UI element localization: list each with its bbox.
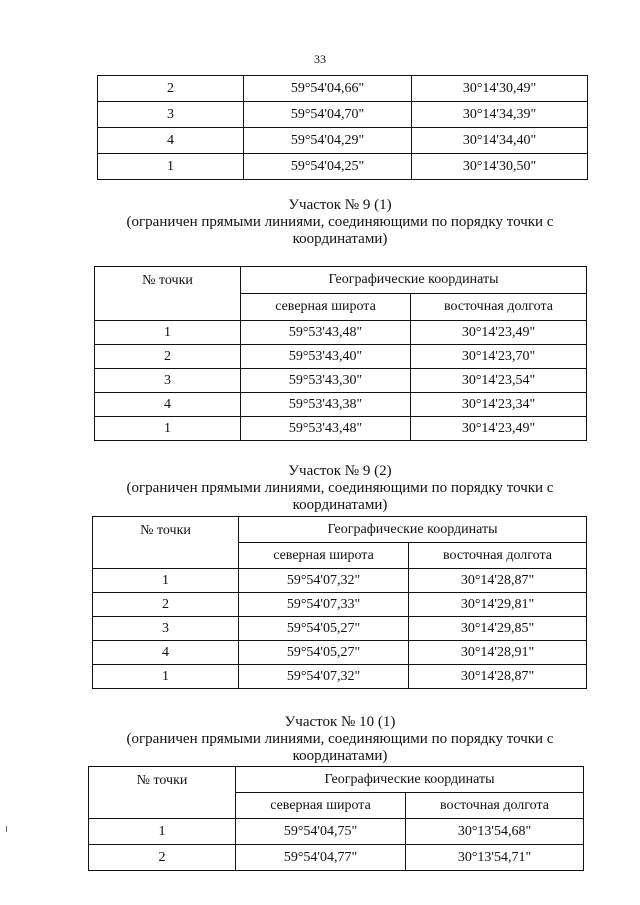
coordinates-table bbox=[88, 766, 584, 871]
longitude-cell: 30°14'23,34" bbox=[411, 393, 587, 417]
geo-coordinates-header: Географические координаты bbox=[236, 767, 584, 793]
latitude-cell: 59°54'07,33" bbox=[239, 593, 409, 617]
table-row bbox=[93, 593, 587, 617]
table-row bbox=[98, 76, 588, 102]
longitude-column-header: восточная долгота bbox=[411, 294, 587, 321]
point-number-cell: 2 bbox=[98, 76, 244, 102]
latitude-cell: 59°53'43,48" bbox=[241, 417, 411, 441]
point-number-cell: 3 bbox=[95, 369, 241, 393]
point-number-cell: 1 bbox=[95, 321, 241, 345]
point-number-cell: 2 bbox=[89, 845, 236, 871]
latitude-cell: 59°54'04,29" bbox=[244, 128, 412, 154]
point-number-cell: 1 bbox=[98, 154, 244, 180]
longitude-cell: 30°13'54,71" bbox=[406, 845, 584, 871]
point-number-cell: 4 bbox=[95, 393, 241, 417]
point-number-cell: 1 bbox=[89, 819, 236, 845]
table-row bbox=[93, 617, 587, 641]
longitude-cell: 30°14'28,87" bbox=[409, 665, 587, 689]
table-row bbox=[98, 102, 588, 128]
latitude-cell: 59°54'05,27" bbox=[239, 641, 409, 665]
longitude-cell: 30°14'23,49" bbox=[411, 417, 587, 441]
section-description: (ограничен прямыми линиями, соединяющими по порядку точки с bbox=[126, 214, 554, 230]
point-number-cell: 1 bbox=[93, 665, 239, 689]
point-number-cell: 2 bbox=[95, 345, 241, 369]
latitude-cell: 59°54'07,32" bbox=[239, 569, 409, 593]
longitude-cell: 30°13'54,68" bbox=[406, 819, 584, 845]
longitude-cell: 30°14'30,50" bbox=[412, 154, 588, 180]
point-number-cell: 3 bbox=[98, 102, 244, 128]
longitude-cell: 30°14'29,85" bbox=[409, 617, 587, 641]
latitude-cell: 59°54'04,70" bbox=[244, 102, 412, 128]
latitude-column-header: северная широта bbox=[236, 793, 406, 819]
latitude-cell: 59°54'04,75" bbox=[236, 819, 406, 845]
table-row bbox=[95, 417, 587, 441]
page-number: 33 bbox=[314, 52, 326, 66]
latitude-cell: 59°54'05,27" bbox=[239, 617, 409, 641]
table-row bbox=[98, 128, 588, 154]
table-row bbox=[95, 345, 587, 369]
table-row bbox=[89, 819, 584, 845]
point-number-cell: 4 bbox=[93, 641, 239, 665]
coordinates-table bbox=[94, 266, 587, 441]
point-column-header: № точки bbox=[89, 767, 236, 819]
point-number-cell: 4 bbox=[98, 128, 244, 154]
point-number-cell: 1 bbox=[95, 417, 241, 441]
coordinates-table bbox=[92, 516, 587, 689]
table-row bbox=[95, 321, 587, 345]
point-column-header: № точки bbox=[95, 267, 241, 321]
table-row bbox=[93, 665, 587, 689]
longitude-cell: 30°14'34,40" bbox=[412, 128, 588, 154]
latitude-cell: 59°54'04,66" bbox=[244, 76, 412, 102]
table-row bbox=[98, 154, 588, 180]
point-number-cell: 3 bbox=[93, 617, 239, 641]
longitude-cell: 30°14'28,91" bbox=[409, 641, 587, 665]
longitude-column-header: восточная долгота bbox=[406, 793, 584, 819]
longitude-column-header: восточная долгота bbox=[409, 543, 587, 569]
section-description: (ограничен прямыми линиями, соединяющими по порядку точки с bbox=[126, 480, 554, 496]
section-description-continued: координатами) bbox=[292, 748, 388, 764]
latitude-cell: 59°53'43,38" bbox=[241, 393, 411, 417]
section-description: (ограничен прямыми линиями, соединяющими по порядку точки с bbox=[126, 731, 554, 747]
latitude-cell: 59°54'04,77" bbox=[236, 845, 406, 871]
point-number-cell: 1 bbox=[93, 569, 239, 593]
latitude-cell: 59°53'43,40" bbox=[241, 345, 411, 369]
section-heading: Участок № 9 (2) bbox=[288, 463, 392, 479]
longitude-cell: 30°14'23,49" bbox=[411, 321, 587, 345]
table-row bbox=[95, 369, 587, 393]
section-title bbox=[100, 463, 580, 514]
section-heading: Участок № 9 (1) bbox=[288, 197, 392, 213]
margin-mark bbox=[6, 826, 7, 832]
latitude-cell: 59°53'43,48" bbox=[241, 321, 411, 345]
longitude-cell: 30°14'28,87" bbox=[409, 569, 587, 593]
longitude-cell: 30°14'29,81" bbox=[409, 593, 587, 617]
latitude-column-header: северная широта bbox=[241, 294, 411, 321]
continuation-table bbox=[97, 75, 588, 180]
table-row bbox=[93, 569, 587, 593]
longitude-cell: 30°14'23,70" bbox=[411, 345, 587, 369]
point-column-header: № точки bbox=[93, 517, 239, 569]
table-row bbox=[95, 393, 587, 417]
table-header-row bbox=[95, 267, 587, 294]
table-row bbox=[89, 845, 584, 871]
latitude-cell: 59°54'04,25" bbox=[244, 154, 412, 180]
table-header-row bbox=[93, 517, 587, 543]
geo-coordinates-header: Географические координаты bbox=[239, 517, 587, 543]
table-header-row bbox=[89, 767, 584, 793]
section-heading: Участок № 10 (1) bbox=[284, 714, 396, 730]
section-description-continued: координатами) bbox=[292, 497, 388, 513]
point-number-cell: 2 bbox=[93, 593, 239, 617]
latitude-column-header: северная широта bbox=[239, 543, 409, 569]
latitude-cell: 59°53'43,30" bbox=[241, 369, 411, 393]
section-description-continued: координатами) bbox=[292, 231, 388, 247]
section-title bbox=[100, 714, 580, 765]
geo-coordinates-header: Географические координаты bbox=[241, 267, 587, 294]
longitude-cell: 30°14'34,39" bbox=[412, 102, 588, 128]
longitude-cell: 30°14'30,49" bbox=[412, 76, 588, 102]
table-row bbox=[93, 641, 587, 665]
longitude-cell: 30°14'23,54" bbox=[411, 369, 587, 393]
section-title bbox=[100, 197, 580, 248]
latitude-cell: 59°54'07,32" bbox=[239, 665, 409, 689]
